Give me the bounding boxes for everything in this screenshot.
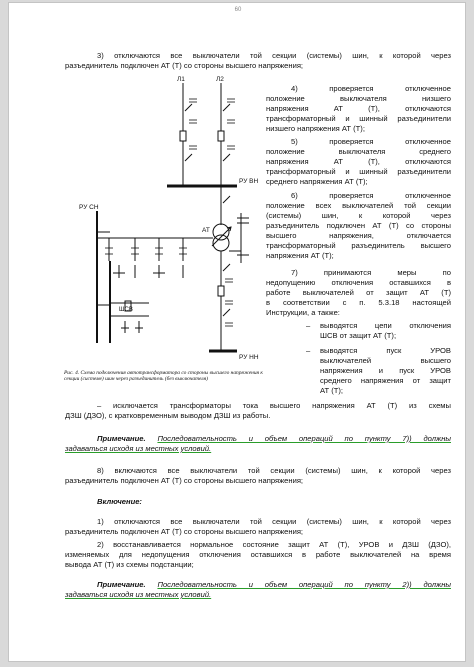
- item-6-line-2: положение всех выключателей той секции: [266, 201, 451, 210]
- inclusion-heading: Включение:: [97, 497, 142, 506]
- item-6-line-3: (системы) шин, к которой через: [266, 211, 451, 220]
- item-4-line-3: напряжения АТ (Т), отключаются: [266, 104, 451, 113]
- item-4-line-5: низшего напряжения АТ (Т);: [266, 124, 365, 133]
- item-5-line-1: 5) проверяется отключенное: [291, 137, 451, 146]
- label-ru-nn: РУ НН: [239, 354, 259, 361]
- feeder-l2-disconnector-top: [223, 104, 230, 111]
- inclusion-2-line-1: 2) восстанавливается нормальное состояние защит АТ (Т), УРОВ и ДЗШ (ДЗО),: [97, 540, 451, 549]
- item-7-line-1: 7) принимаются меры по: [291, 268, 451, 277]
- item-5-line-3: напряжения АТ (Т), отключаются: [266, 157, 451, 166]
- item-4-line-4: трансформаторный и шинный разъединители: [266, 114, 451, 123]
- item-5-line-2: положение выключателя среднего: [266, 147, 451, 156]
- bullet-3-line-1: – исключается трансформаторы тока высшего напряжения АТ (Т) из схемы: [97, 401, 451, 410]
- inclusion-1-line-2: разъединитель подключен АТ (Т) со стороны высшего напряжения;: [65, 527, 304, 536]
- feeder-l2-breaker: [218, 131, 224, 141]
- note-1-text-1: Последовательность и объем операций по пункту 7)) должны: [157, 434, 451, 443]
- page-number: 60: [234, 7, 242, 13]
- label-at: АТ: [202, 227, 210, 234]
- at-lv-breaker: [218, 286, 224, 296]
- item-4-line-2: положение выключателя низшего: [266, 94, 451, 103]
- note-2-text-2: задаваться исходя из местных условий.: [65, 590, 212, 599]
- note-1-label: Примечание.: [97, 434, 146, 443]
- item-6-line-5: высшего напряжения, отключается: [266, 231, 451, 240]
- feeder-l1-breaker: [180, 131, 186, 141]
- bullet-2-line-3: напряжения и пуск УРОВ: [320, 366, 451, 375]
- item-7-line-3: работе выключателей от защит АТ (Т): [266, 288, 451, 297]
- label-l2: Л2: [216, 76, 224, 83]
- feeder-l2-disconnector-bottom: [223, 154, 230, 161]
- bullet-3-line-2: ДЗШ (ДЗО), с кратковременным выводом ДЗШ из работы.: [65, 411, 271, 420]
- item-6-line-4: разъединитель подключен АТ (Т) со стороны: [266, 221, 451, 230]
- item-8-line-1: 8) включаются все выключатели той секции (системы) шин, к которой через: [97, 466, 451, 475]
- item-7-line-2: недопущению отключения оставшихся в: [266, 278, 451, 287]
- item-6-line-7: напряжения АТ (Т);: [266, 251, 334, 260]
- label-ru-vn: РУ ВН: [239, 178, 259, 185]
- item-7-line-4: в соответствии с п. 5.3.18 настоящей: [266, 298, 451, 307]
- inclusion-2-line-2: изменяемых для недопущения отключения оставшихся в работе выключателей на время: [65, 550, 451, 559]
- bullet-dash-1: –: [306, 321, 311, 330]
- feeder-l1-disconnector-bottom: [185, 154, 192, 161]
- item-5-line-5: среднего напряжения АТ (Т);: [266, 177, 368, 186]
- item-4-line-1: 4) проверяется отключенное: [291, 84, 451, 93]
- feeder-l1-disconnector-top: [185, 104, 192, 111]
- bullet-2-line-5: АТ (Т);: [320, 386, 344, 395]
- label-shsv: ШСВ: [119, 307, 133, 313]
- note-1-text-2: задаваться исходя из местных условий.: [65, 444, 212, 453]
- figure-caption: Рис. 4. Схема подключения автотрансформатора со стороны высшего напряжения к секции (системе) шин через разъединитель (без выключателя): [64, 370, 263, 383]
- bullet-1-line-2: ШСВ от защит АТ (Т);: [320, 331, 397, 340]
- note-2-label: Примечание.: [97, 580, 146, 589]
- item-7-line-5: Инструкции, а также:: [266, 308, 340, 317]
- label-l1: Л1: [177, 76, 185, 83]
- at-hv-disconnector: [223, 196, 230, 203]
- item-8-line-2: разъединитель подключен АТ (Т) со стороны высшего напряжения;: [65, 476, 304, 485]
- label-ru-sn: РУ СН: [79, 204, 99, 211]
- document-page: [8, 2, 466, 662]
- bullet-2-line-4: среднего напряжения от защит: [320, 376, 451, 385]
- bullet-2-line-1: выводятся пуск УРОВ: [320, 346, 451, 355]
- item-6-line-1: 6) проверяется отключенное: [291, 191, 451, 200]
- bullet-2-line-2: выключателей высшего: [320, 356, 451, 365]
- bullet-dash-2: –: [306, 346, 311, 355]
- inclusion-1-line-1: 1) отключаются все выключатели той секции (системы) шин, к которой через: [97, 517, 451, 526]
- bullet-1-line-1: выводятся цепи отключения: [320, 321, 451, 330]
- note-2-text-1: Последовательность и объем операций по пункту 2)) должны: [157, 580, 451, 589]
- item-5-line-4: трансформаторный и шинный разъединители: [266, 167, 451, 176]
- item-6-line-6: трансформаторный разъединитель высшего: [266, 241, 451, 250]
- item-3-line-2: разъединитель подключен АТ (Т) со стороны высшего напряжения;: [65, 61, 304, 70]
- inclusion-2-line-3: вывода АТ (Т) из схемы подстанции;: [65, 560, 194, 569]
- item-3-line-1: 3) отключаются все выключатели той секции (системы) шин, к которой через: [97, 51, 451, 60]
- single-line-diagram: [9, 3, 467, 663]
